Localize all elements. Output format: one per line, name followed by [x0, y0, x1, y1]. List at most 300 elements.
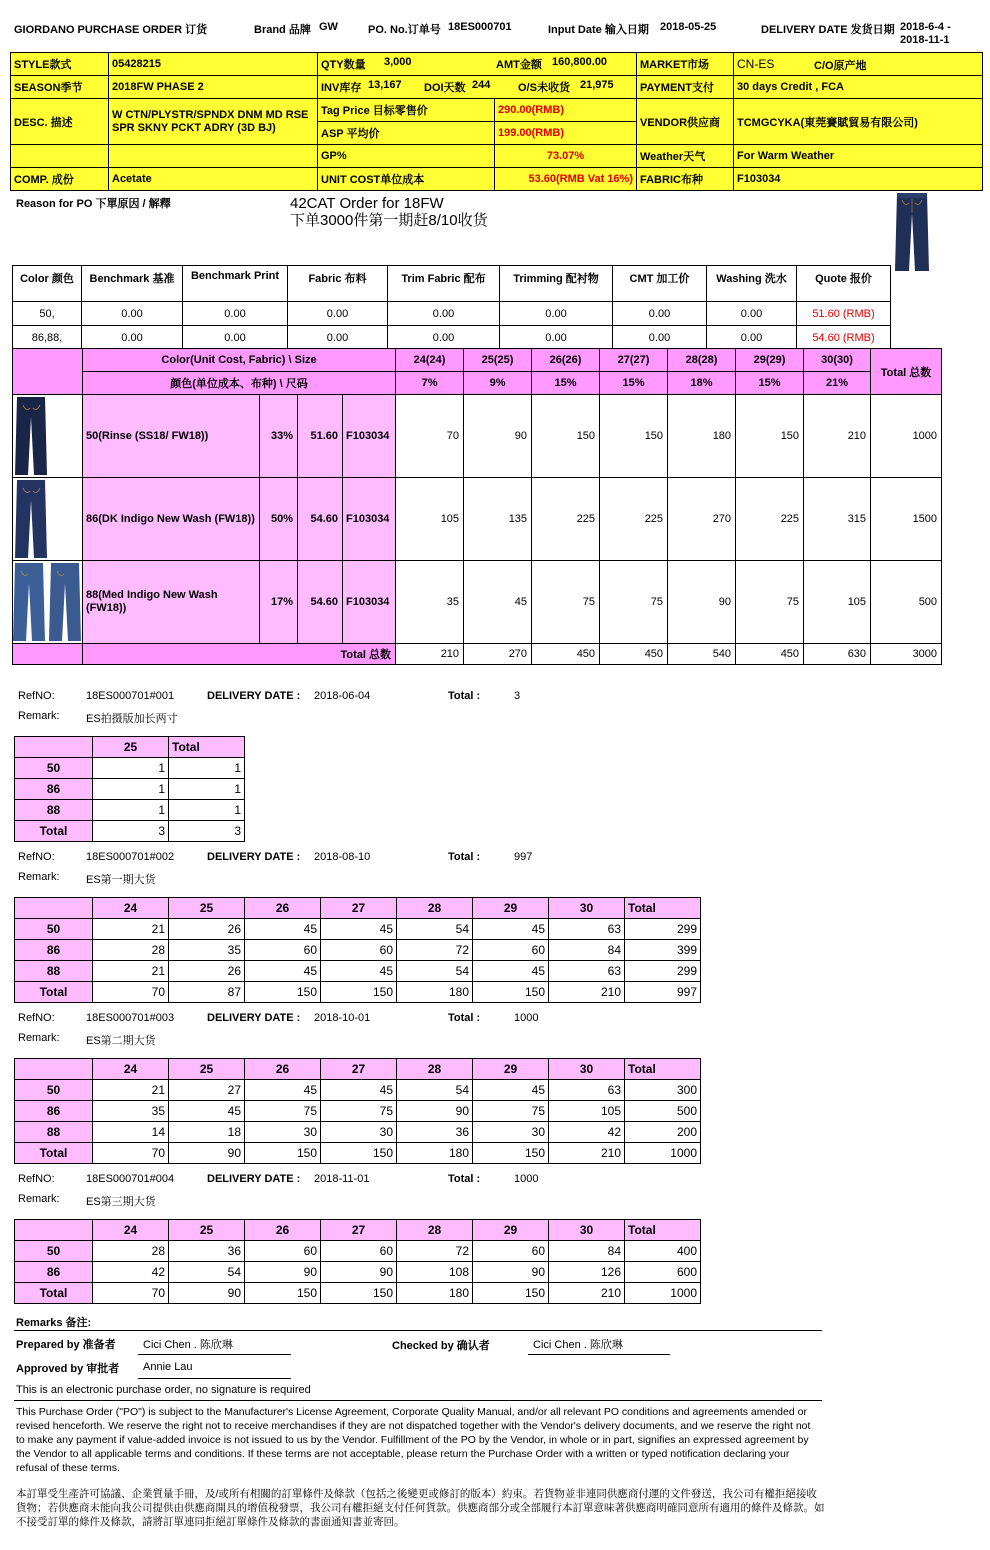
delivery-date-value: 2018-08-10: [314, 851, 371, 863]
delivery-total-value: 3: [514, 690, 521, 702]
color-code: 88: [15, 800, 93, 821]
sum-cell: 150: [321, 982, 397, 1003]
delivery-size-table: [14, 1219, 701, 1304]
delivery-size-table: [14, 1058, 701, 1164]
delivery-total-value: 1000: [514, 1012, 539, 1024]
color-name: 50(Rinse (SS18/ FW18)): [83, 395, 260, 478]
sum-cell: 150: [321, 1143, 397, 1164]
qty-label: QTY数量: [321, 59, 366, 71]
sum-label: Total 总数: [83, 644, 396, 665]
approved-label: Approved by 审批者: [16, 1363, 120, 1375]
desc-label: DESC. 描述: [11, 99, 109, 145]
qty-cell: 75: [532, 561, 600, 644]
vendor-value: TCMGCYKA(東莞賽賦貿易有限公司): [734, 99, 983, 145]
cost-row: [13, 302, 891, 326]
weather-label: Weather天气: [637, 145, 734, 168]
qty-cell: 75: [473, 1101, 549, 1122]
qty-cell: 45: [245, 919, 321, 940]
reason-text: [290, 195, 488, 229]
desc-line-1: W CTN/PLYSTR/SPNDX DNM MD RSE: [112, 108, 309, 121]
gp-label: GP%: [318, 145, 495, 168]
tag-price-label: Tag Price 目标零售价: [318, 99, 495, 122]
color-name: 88(Med Indigo New Wash (FW18)): [83, 561, 260, 644]
inventory-cell: [318, 76, 637, 99]
cost-table: [12, 265, 891, 350]
reason-line-2: 下单3000件第一期赶8/10收货: [290, 212, 488, 229]
sum-cell: 270: [464, 644, 532, 665]
remark-label: Remark:: [18, 1032, 60, 1044]
doi-label: DOI天数: [424, 82, 466, 94]
total-header: Total: [169, 737, 245, 758]
qty-cell: 1: [93, 800, 169, 821]
size-pct: 9%: [464, 372, 532, 395]
grand-total: 997: [625, 982, 701, 1003]
table-row: [13, 561, 942, 644]
sum-cell: 150: [245, 1143, 321, 1164]
size-header: 26(26): [532, 349, 600, 372]
size-header: 30: [549, 898, 625, 919]
gp-value: 73.07%: [495, 145, 637, 168]
order-table: [12, 348, 942, 665]
unit-cost-label: UNIT COST单位成本: [318, 168, 495, 191]
cost-header: Washing 洗水: [707, 266, 797, 302]
qty-cell: 225: [736, 478, 804, 561]
input-date-value: 2018-05-25: [660, 21, 717, 33]
row-total: 1: [169, 779, 245, 800]
remark-value: ES第一期大货: [86, 874, 156, 886]
qty-cell: 45: [473, 1080, 549, 1101]
size-header: 26: [245, 898, 321, 919]
qty-cell: 72: [397, 1241, 473, 1262]
size-header: 24: [93, 1059, 169, 1080]
size-pct: 15%: [736, 372, 804, 395]
qty-cell: 54: [397, 1080, 473, 1101]
row-total: 500: [625, 1101, 701, 1122]
ref-value: 18ES000701#002: [86, 851, 175, 863]
grand-total: 3000: [871, 644, 942, 665]
qty-cell: 45: [169, 1101, 245, 1122]
size-header: 27: [321, 898, 397, 919]
cost-cell: 0.00: [613, 302, 707, 326]
sum-cell: 450: [600, 644, 668, 665]
qty-cell: 54: [397, 919, 473, 940]
delivery-date-value: 2018-10-01: [314, 1012, 371, 1024]
qty-cell: 36: [169, 1241, 245, 1262]
cost-row: [13, 326, 891, 350]
product-thumbnail: [893, 191, 931, 273]
total-header: Total: [625, 898, 701, 919]
qty-cell: 28: [93, 1241, 169, 1262]
delivery-size-table: [14, 736, 245, 842]
qty-cell: 42: [93, 1262, 169, 1283]
sum-cell: 70: [93, 1283, 169, 1304]
delivery-total-label: Total :: [448, 690, 481, 702]
row-total: 500: [871, 561, 942, 644]
sum-cell: 70: [93, 1143, 169, 1164]
payment-label: PAYMENT支付: [637, 76, 734, 99]
table-row: [15, 800, 245, 821]
qty-cell: 75: [736, 561, 804, 644]
row-total: 200: [625, 1122, 701, 1143]
delivery-header-row: [15, 737, 245, 758]
color-cost: 54.60: [298, 478, 343, 561]
size-header: 27(27): [600, 349, 668, 372]
sum-cell: 150: [245, 1283, 321, 1304]
qty-cell: 63: [549, 961, 625, 982]
qty-cell: 35: [396, 561, 464, 644]
row-total: 299: [625, 961, 701, 982]
cost-header: Fabric 布料: [288, 266, 388, 302]
qty-cell: 70: [396, 395, 464, 478]
size-header: 28(28): [668, 349, 736, 372]
cost-cell: 0.00: [183, 326, 288, 350]
signature-line: [138, 1354, 291, 1355]
size-pct: 15%: [532, 372, 600, 395]
season-value: 2018FW PHASE 2: [109, 76, 318, 99]
comp-value: Acetate: [109, 168, 318, 191]
delivery-date-label: DELIVERY DATE 发货日期: [761, 24, 895, 36]
qty-cell: 42: [549, 1122, 625, 1143]
remark-label: Remark:: [18, 871, 60, 883]
cost-cell: 0.00: [82, 302, 183, 326]
size-header: 27: [321, 1220, 397, 1241]
qty-cell: 1: [93, 779, 169, 800]
prepared-value: Cici Chen . 陈欣琳: [143, 1339, 233, 1351]
fabric-value: F103034: [734, 168, 983, 191]
size-header: 29: [473, 1220, 549, 1241]
total-label: Total: [15, 1143, 93, 1164]
asp-value: 199.00(RMB): [495, 122, 637, 145]
qty-cell: 315: [804, 478, 871, 561]
qty-cell: 90: [668, 561, 736, 644]
color-code: 86: [15, 1262, 93, 1283]
sum-cell: 3: [93, 821, 169, 842]
qty-cell: 21: [93, 919, 169, 940]
delivery-header-row: [15, 898, 701, 919]
sum-cell: 180: [397, 1143, 473, 1164]
size-header: 25: [169, 1059, 245, 1080]
brand-label: Brand 品牌: [254, 24, 311, 36]
sum-cell: 450: [736, 644, 804, 665]
qty-cell: 150: [532, 395, 600, 478]
qty-cell: 45: [473, 919, 549, 940]
qty-cell: 60: [473, 940, 549, 961]
total-row: [15, 982, 701, 1003]
delivery-header-row: [15, 1220, 701, 1241]
size-pct: 21%: [804, 372, 871, 395]
total-label: Total: [15, 821, 93, 842]
color-code: 50: [15, 1241, 93, 1262]
total-row: [15, 1283, 701, 1304]
cost-cell: 0.00: [82, 326, 183, 350]
qty-cell: 45: [473, 961, 549, 982]
cost-cell: 0.00: [707, 302, 797, 326]
divider: [14, 1330, 822, 1331]
table-row: [15, 1080, 701, 1101]
sum-cell: 87: [169, 982, 245, 1003]
delivery-date-label: DELIVERY DATE :: [207, 1012, 301, 1024]
ref-value: 18ES000701#003: [86, 1012, 175, 1024]
qty-cell: 45: [321, 1080, 397, 1101]
market-cell: [734, 53, 983, 76]
image-header-cell: [13, 349, 83, 395]
table-row: [15, 779, 245, 800]
qty-cell: 105: [549, 1101, 625, 1122]
delivery-date-value: 2018-06-04: [314, 690, 371, 702]
approved-value: Annie Lau: [143, 1361, 193, 1373]
po-header: [14, 18, 974, 50]
color-fabric: F103034: [343, 395, 396, 478]
color-cost: 54.60: [298, 561, 343, 644]
qty-cell: 63: [549, 1080, 625, 1101]
qty-cell: 225: [600, 478, 668, 561]
color-share: 17%: [260, 561, 298, 644]
sum-cell: 180: [397, 1283, 473, 1304]
delivery-size-table: [14, 897, 701, 1003]
cost-cell: 0.00: [500, 326, 613, 350]
qty-cell: 90: [397, 1101, 473, 1122]
qty-value: 3,000: [384, 56, 412, 68]
qty-cell: 30: [473, 1122, 549, 1143]
qty-cell: 105: [804, 561, 871, 644]
qty-cell: 72: [397, 940, 473, 961]
season-label: SEASON季节: [11, 76, 109, 99]
row-total: 1: [169, 758, 245, 779]
empty-cell: [13, 644, 83, 665]
row-total: 300: [625, 1080, 701, 1101]
delivery-date-start: 2018-6-4 -: [900, 21, 951, 33]
sum-cell: 150: [473, 1143, 549, 1164]
cost-cell: 86,88,: [13, 326, 82, 350]
size-pct: 18%: [668, 372, 736, 395]
qty-cell: 21: [93, 1080, 169, 1101]
qty-cell: 14: [93, 1122, 169, 1143]
amt-value: 160,800.00: [552, 56, 608, 68]
table-row: [15, 1262, 701, 1283]
style-value: 05428215: [109, 53, 318, 76]
size-pct: 15%: [600, 372, 668, 395]
delivery-total-value: 997: [514, 851, 533, 863]
cost-cell: 0.00: [613, 326, 707, 350]
size-header: 30: [549, 1059, 625, 1080]
sum-cell: 210: [549, 1143, 625, 1164]
size-header: 28: [397, 1059, 473, 1080]
qty-cell: 45: [321, 961, 397, 982]
corner-cell: [15, 898, 93, 919]
doi-value: 244: [472, 79, 491, 91]
delivery-total-value: 1000: [514, 1173, 539, 1185]
qty-cell: 180: [668, 395, 736, 478]
po-title: GIORDANO PURCHASE ORDER 订货: [14, 24, 208, 36]
cost-header: Trim Fabric 配布: [388, 266, 500, 302]
color-code: 50: [15, 1080, 93, 1101]
table-row: [15, 1241, 701, 1262]
qty-cell: 36: [397, 1122, 473, 1143]
sum-cell: 150: [473, 1283, 549, 1304]
cost-cell: 0.00: [288, 326, 388, 350]
size-header: 25: [169, 898, 245, 919]
color-cost: 51.60: [298, 395, 343, 478]
qty-cell: 21: [93, 961, 169, 982]
amt-label: AMT金额: [496, 59, 542, 71]
color-image-rinse: [13, 395, 83, 478]
qty-cell: 60: [321, 940, 397, 961]
size-header: 25: [169, 1220, 245, 1241]
size-header: 29: [473, 898, 549, 919]
sum-cell: 210: [396, 644, 464, 665]
grand-total: 1000: [625, 1283, 701, 1304]
delivery-date-end: 2018-11-1: [900, 34, 950, 46]
total-header: Total: [625, 1059, 701, 1080]
remark-value: ES第三期大货: [86, 1196, 156, 1208]
size-header: 28: [397, 898, 473, 919]
inv-label: INV库存: [321, 82, 362, 94]
total-label: Total: [15, 982, 93, 1003]
delivery-header-row: [15, 1059, 701, 1080]
weather-value: For Warm Weather: [734, 145, 983, 168]
qty-cell: 75: [321, 1101, 397, 1122]
cost-cell: 0.00: [500, 302, 613, 326]
cost-cell: 50,: [13, 302, 82, 326]
delivery-date-label: DELIVERY DATE :: [207, 1173, 301, 1185]
delivery-date-value: 2018-11-01: [314, 1173, 370, 1185]
sum-cell: 540: [668, 644, 736, 665]
corner-cell: [15, 1220, 93, 1241]
signature-line: [138, 1378, 291, 1379]
market-label: MARKET市场: [637, 53, 734, 76]
color-share: 33%: [260, 395, 298, 478]
reason-label: Reason for PO 下單原因 / 解釋: [16, 198, 171, 210]
electronic-note: This is an electronic purchase order, no signature is required: [16, 1384, 311, 1396]
remark-label: Remark:: [18, 710, 60, 722]
delivery-date-label: DELIVERY DATE :: [207, 690, 301, 702]
color-code: 50: [15, 919, 93, 940]
po-info-table: [10, 52, 983, 191]
remark-value: ES拍摄版加长两寸: [86, 713, 178, 725]
cost-header: Color 颜色: [13, 266, 82, 302]
qty-cell: 63: [549, 919, 625, 940]
ref-label: RefNO:: [18, 1173, 55, 1185]
color-code: 88: [15, 961, 93, 982]
qty-cell: 90: [464, 395, 532, 478]
color-name: 86(DK Indigo New Wash (FW18)): [83, 478, 260, 561]
color-fabric: F103034: [343, 561, 396, 644]
qty-cell: 45: [245, 961, 321, 982]
ref-label: RefNO:: [18, 851, 55, 863]
corner-cell: [15, 1059, 93, 1080]
qty-cell: 26: [169, 961, 245, 982]
sum-cell: 180: [397, 982, 473, 1003]
comp-label: COMP. 成份: [11, 168, 109, 191]
signature-line: [528, 1354, 670, 1355]
style-label: STYLE款式: [11, 53, 109, 76]
qty-cell: 26: [169, 919, 245, 940]
tag-price-value: 290.00(RMB): [495, 99, 637, 122]
size-header: 29(29): [736, 349, 804, 372]
payment-value: 30 days Credit , FCA: [734, 76, 983, 99]
qty-cell: 90: [473, 1262, 549, 1283]
table-row: [13, 395, 942, 478]
size-header: 28: [397, 1220, 473, 1241]
legal-terms-cn: 本訂單受生產許可協議、企業質量手冊，及/或所有相關的訂單條件及條款（包括之後變更或修訂的版本）約束。若貨物並非連同供應商付運的文件發送，我公司有權拒絕接收貨物；若供應商未能向我公司提供由供應商開具的增值稅發票，我公司有權拒絕支付任何貨款。供應商部分或全部履行本訂單意味著供應商明確同意所有適用的條件及條款。如不接受訂單的條件及條款，請將訂單連同拒絕訂單條件及條款的書面通知書並寄回。: [16, 1488, 825, 1528]
size-header: 24: [93, 898, 169, 919]
qty-cell: 60: [473, 1241, 549, 1262]
color-share: 50%: [260, 478, 298, 561]
empty-cell: [109, 145, 318, 168]
delivery-total-label: Total :: [448, 851, 481, 863]
row-total: 299: [625, 919, 701, 940]
qty-cell: 75: [600, 561, 668, 644]
table-row: [15, 919, 701, 940]
qty-cell: 90: [245, 1262, 321, 1283]
order-head-en: Color(Unit Cost, Fabric) \ Size: [83, 349, 396, 372]
color-fabric: F103034: [343, 478, 396, 561]
qty-cell: 84: [549, 1241, 625, 1262]
size-header: 25: [93, 737, 169, 758]
empty-cell: [11, 145, 109, 168]
cost-header: Benchmark Print: [183, 266, 288, 302]
ref-label: RefNO:: [18, 690, 55, 702]
total-header: Total 总数: [871, 349, 942, 395]
qty-cell: 225: [532, 478, 600, 561]
size-header: 26: [245, 1059, 321, 1080]
color-image-med-indigo: [13, 561, 83, 644]
qty-cell: 60: [321, 1241, 397, 1262]
inv-value: 13,167: [368, 79, 402, 91]
brand-value: GW: [319, 21, 338, 33]
remark-label: Remark:: [18, 1193, 60, 1205]
cost-header: Benchmark 基准: [82, 266, 183, 302]
ref-label: RefNO:: [18, 1012, 55, 1024]
divider: [14, 1400, 822, 1401]
row-total: 1500: [871, 478, 942, 561]
corner-cell: [15, 737, 93, 758]
color-image-dk-indigo: [13, 478, 83, 561]
os-label: O/S未收货: [518, 82, 570, 94]
grand-total: 1000: [625, 1143, 701, 1164]
qty-cell: 126: [549, 1262, 625, 1283]
color-code: 88: [15, 1122, 93, 1143]
sum-cell: 210: [549, 1283, 625, 1304]
row-total: 399: [625, 940, 701, 961]
qty-cell: 60: [245, 940, 321, 961]
color-code: 86: [15, 1101, 93, 1122]
color-code: 50: [15, 758, 93, 779]
delivery-total-label: Total :: [448, 1012, 481, 1024]
quote-cell: 54.60 (RMB): [797, 326, 891, 350]
color-code: 86: [15, 779, 93, 800]
order-total-row: [13, 644, 942, 665]
qty-cell: 1: [93, 758, 169, 779]
asp-label: ASP 平均价: [318, 122, 495, 145]
delivery-date-label: DELIVERY DATE :: [207, 851, 301, 863]
cost-cell: 0.00: [183, 302, 288, 326]
qty-cell: 84: [549, 940, 625, 961]
qty-cell: 108: [397, 1262, 473, 1283]
qty-cell: 135: [464, 478, 532, 561]
sum-cell: 210: [549, 982, 625, 1003]
cost-cell: 0.00: [288, 302, 388, 326]
row-total: 400: [625, 1241, 701, 1262]
qty-cell: 54: [397, 961, 473, 982]
cost-header: Quote 报价: [797, 266, 891, 302]
fabric-label: FABRIC布种: [637, 168, 734, 191]
remarks-label: Remarks 备注:: [16, 1317, 92, 1329]
sum-cell: 90: [169, 1143, 245, 1164]
remark-value: ES第二期大货: [86, 1035, 156, 1047]
table-row: [15, 1122, 701, 1143]
cost-header: Trimming 配衬物: [500, 266, 613, 302]
